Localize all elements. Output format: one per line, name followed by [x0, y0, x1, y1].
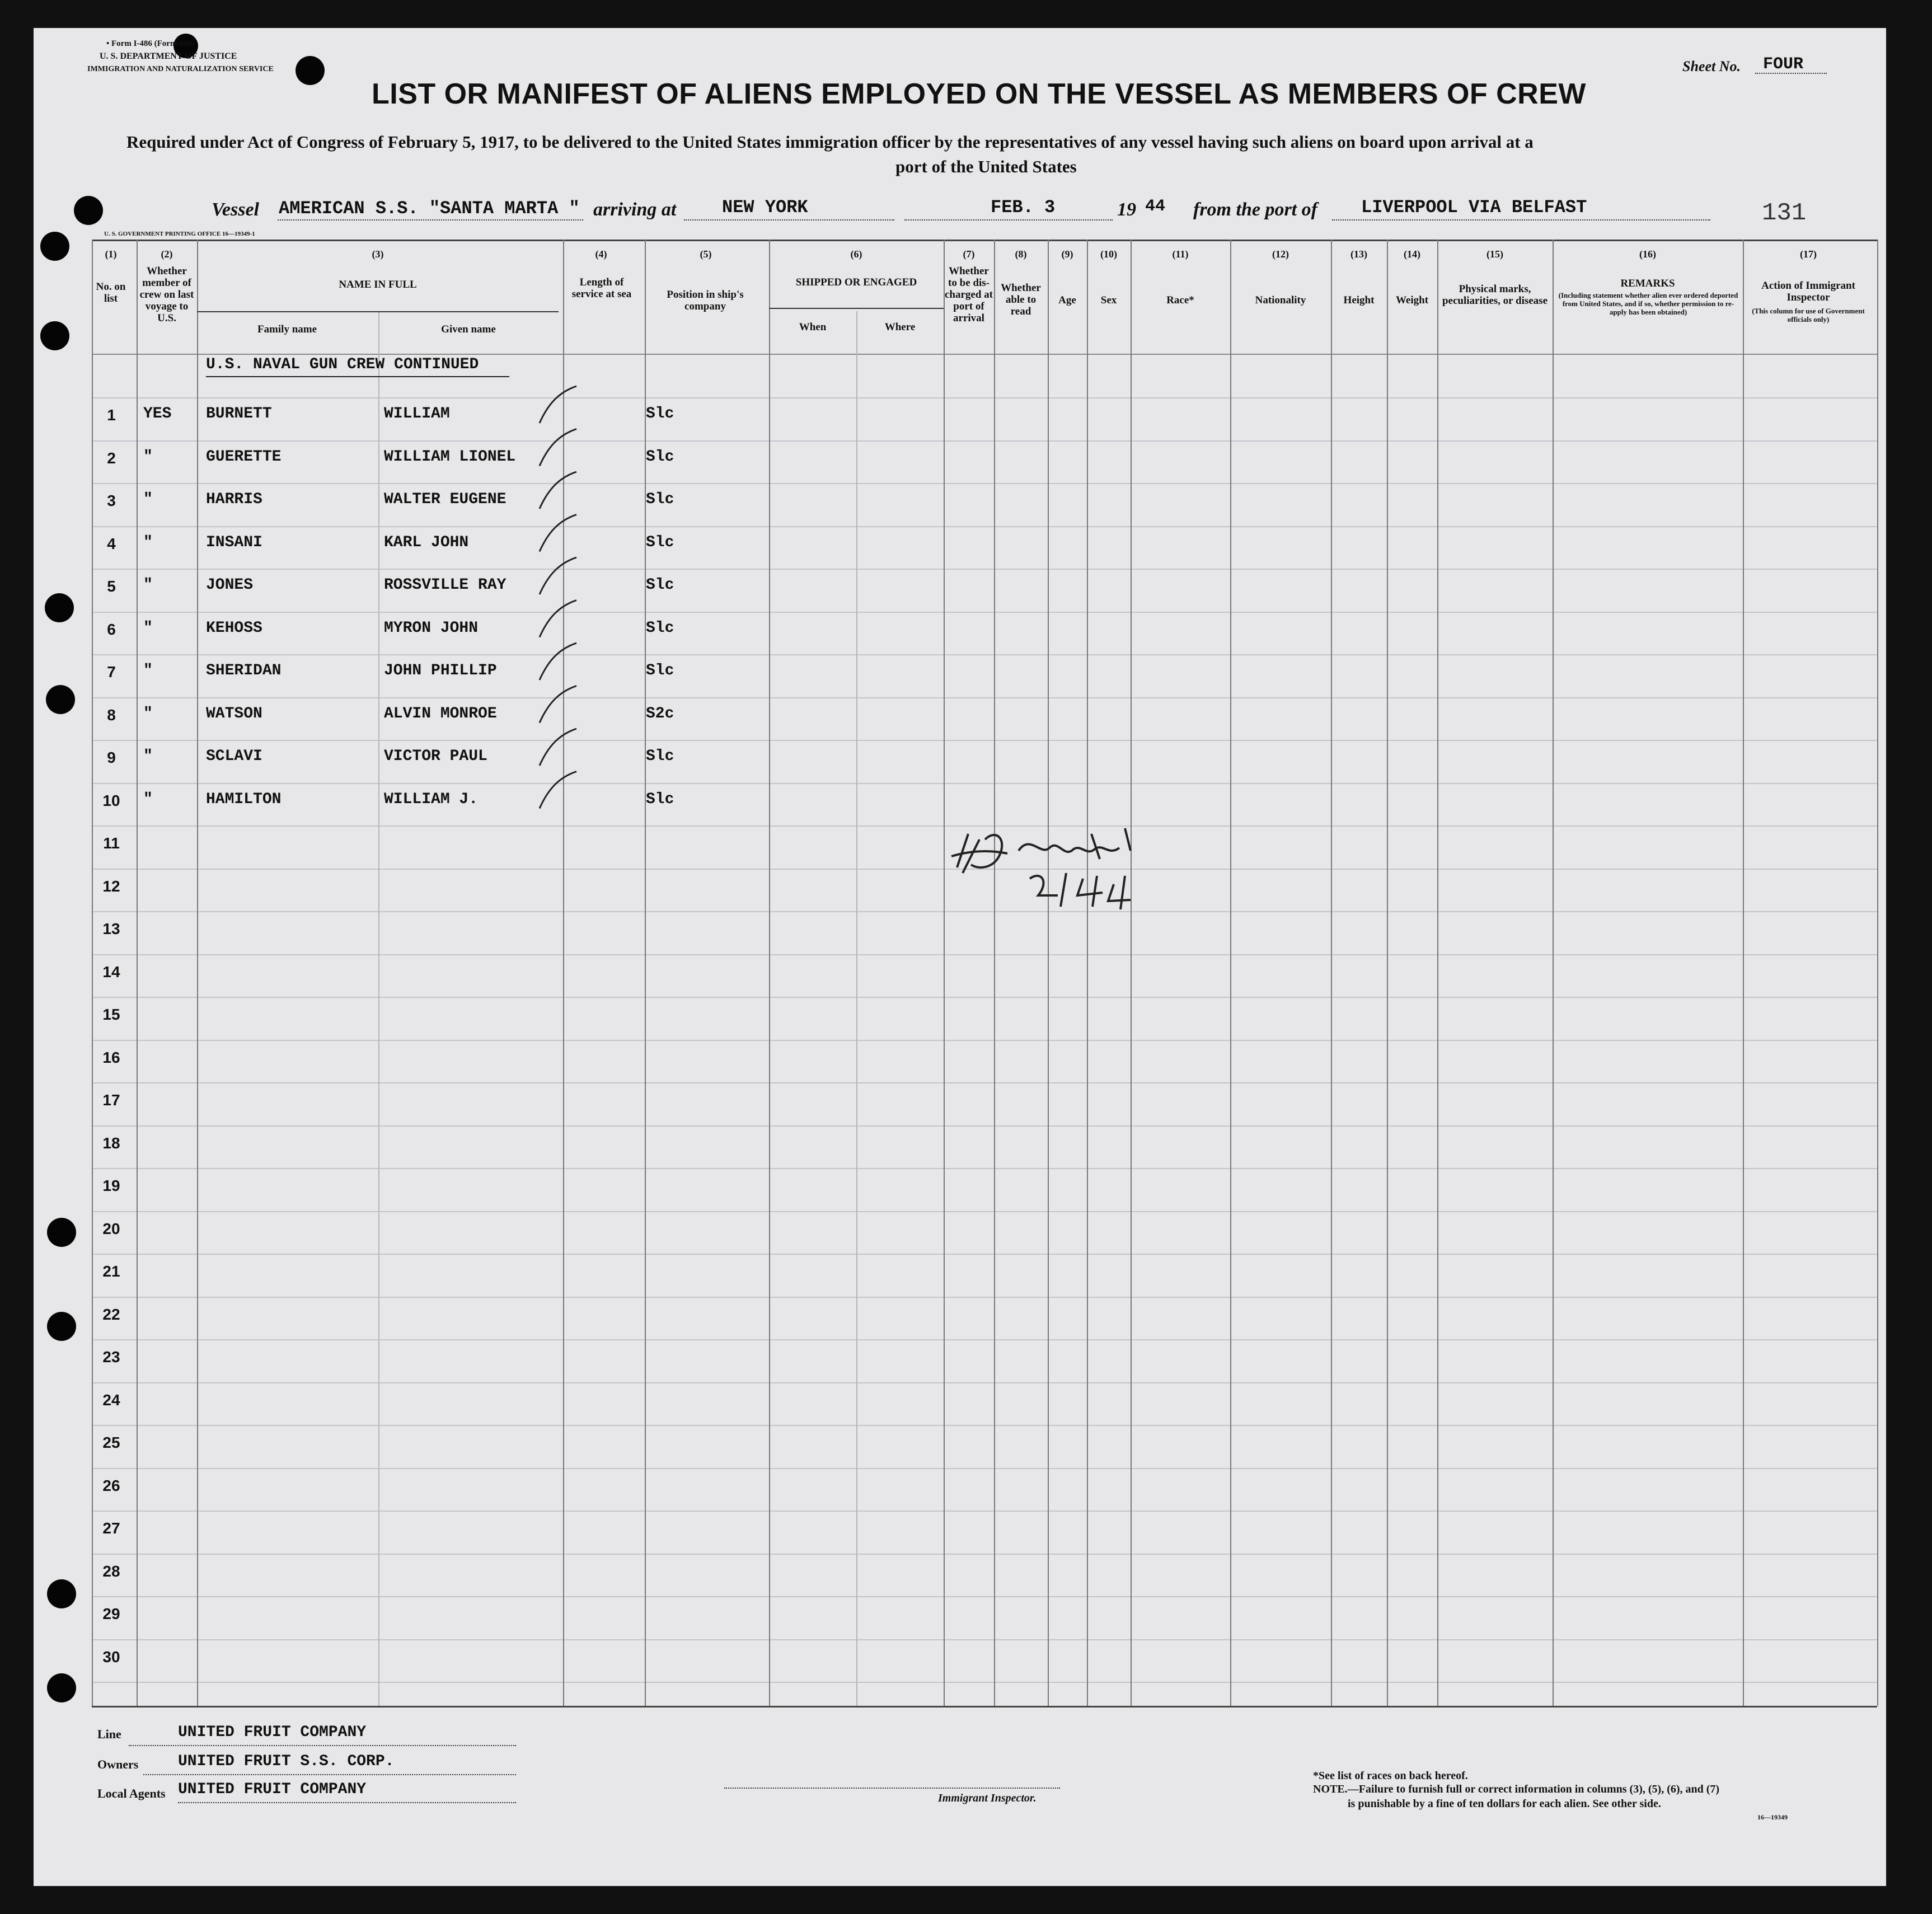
cell-given-name: ROSSVILLE RAY	[384, 576, 507, 594]
row-number: 18	[102, 1134, 120, 1152]
cell-position: Slc	[646, 791, 674, 808]
year-prefix: 19	[1117, 199, 1136, 220]
header-where: Where	[884, 321, 916, 333]
cell-position: Slc	[646, 748, 674, 765]
sheet-number: FOUR	[1763, 55, 1804, 74]
form-title: LIST OR MANIFEST OF ALIENS EMPLOYED ON THE VESSEL AS MEMBERS OF CREW	[372, 78, 1586, 110]
check-mark	[540, 515, 576, 552]
cell-position: Slc	[646, 405, 674, 423]
row-number: 26	[102, 1477, 120, 1494]
cell-last-voyage: "	[143, 576, 153, 594]
arriving-port: NEW YORK	[722, 197, 808, 218]
col-num-11: (11)	[1172, 248, 1189, 260]
cell-family-name: SHERIDAN	[206, 662, 282, 679]
col-num-9: (9)	[1061, 248, 1073, 260]
cell-last-voyage: "	[143, 448, 153, 466]
col-num-10: (10)	[1100, 248, 1117, 260]
cell-given-name: WILLIAM	[384, 405, 450, 423]
row-number: 1	[107, 406, 116, 424]
cell-given-name: ALVIN MONROE	[384, 705, 497, 723]
header-weight: Weight	[1395, 294, 1429, 306]
header-able-to-read: Whether able to read	[1001, 282, 1041, 317]
row-number: 16	[102, 1049, 120, 1066]
printing-office: U. S. GOVERNMENT PRINTING OFFICE 16—19349-1	[104, 231, 255, 237]
stamp-number: 131	[1762, 199, 1807, 227]
cell-position: Slc	[646, 576, 674, 594]
section-heading: U.S. NAVAL GUN CREW CONTINUED	[206, 356, 479, 373]
agents-underline	[178, 1802, 516, 1803]
row-number: 24	[102, 1391, 120, 1409]
row-number: 14	[102, 963, 120, 981]
row-number: 5	[107, 578, 116, 595]
header-no-on-list: No. on list	[96, 281, 126, 304]
col-num-16: (16)	[1639, 248, 1656, 260]
cell-last-voyage: "	[143, 791, 153, 808]
header-given-name: Given name	[441, 323, 496, 335]
cell-last-voyage: "	[143, 662, 153, 679]
note-line-1: Failure to furnish full or correct information in columns (3), (5), (6), and (7)	[1358, 1783, 1720, 1795]
cell-family-name: HARRIS	[206, 491, 262, 508]
col-num-1: (1)	[105, 248, 117, 260]
line-value: UNITED FRUIT COMPANY	[178, 1724, 367, 1741]
check-mark	[540, 429, 576, 466]
row-number: 25	[102, 1434, 120, 1451]
col-num-12: (12)	[1272, 248, 1289, 260]
row-number: 28	[102, 1563, 120, 1580]
row-number: 2	[107, 449, 116, 467]
col-num-14: (14)	[1404, 248, 1420, 260]
cell-position: Slc	[646, 491, 674, 508]
row-number: 23	[102, 1348, 120, 1366]
cell-last-voyage: "	[143, 620, 153, 637]
bottom-code: 16—19349	[1757, 1813, 1788, 1821]
inspector-label: Immigrant Inspector.	[938, 1792, 1037, 1804]
cell-last-voyage: "	[143, 534, 153, 551]
col-num-5: (5)	[700, 248, 712, 260]
department: U. S. DEPARTMENT OF JUSTICE	[100, 51, 237, 61]
cell-given-name: WALTER EUGENE	[384, 491, 507, 508]
header-family-name: Family name	[257, 323, 317, 335]
cell-given-name: WILLIAM J.	[384, 791, 479, 808]
col-num-7: (7)	[963, 248, 975, 260]
cell-position: S2c	[646, 705, 674, 723]
header-name-in-full: NAME IN FULL	[339, 279, 417, 290]
races-note: *See list of races on back hereof.	[1313, 1770, 1468, 1782]
row-number: 13	[102, 920, 120, 937]
row-number: 20	[102, 1220, 120, 1237]
check-mark	[540, 557, 576, 594]
row-number: 19	[102, 1177, 120, 1194]
cell-position: Slc	[646, 662, 674, 679]
col-num-2: (2)	[161, 248, 173, 260]
sheet-label: Sheet No.	[1682, 58, 1741, 74]
check-mark	[540, 729, 576, 766]
cell-family-name: GUERETTE	[206, 448, 282, 466]
row-number: 7	[107, 663, 116, 681]
row-number: 9	[107, 749, 116, 766]
form-subtitle-2: port of the United States	[895, 157, 1077, 176]
row-number: 30	[102, 1648, 120, 1666]
cell-family-name: WATSON	[206, 705, 262, 723]
check-mark	[540, 386, 576, 423]
header-length-of-service: Length of service at sea	[571, 276, 632, 300]
cell-family-name: HAMILTON	[206, 791, 282, 808]
vessel-label: Vessel	[212, 199, 259, 220]
check-mark	[540, 472, 576, 509]
row-number: 12	[102, 878, 120, 895]
form-id: • Form I-486 (Form 630)	[106, 39, 195, 48]
note-prefix: NOTE.—	[1313, 1783, 1359, 1795]
row-number: 10	[102, 792, 120, 809]
col-num-8: (8)	[1015, 248, 1027, 260]
header-inspector-action: Action of Immigrant Inspector	[1761, 280, 1855, 303]
line-label: Line	[97, 1727, 121, 1741]
header-shipped-or-engaged: SHIPPED OR ENGAGED	[795, 276, 917, 288]
cell-last-voyage: "	[143, 491, 153, 508]
cell-position: Slc	[646, 448, 674, 466]
cell-family-name: SCLAVI	[206, 748, 262, 765]
check-mark	[540, 686, 576, 723]
check-mark	[540, 772, 576, 809]
row-number: 21	[102, 1263, 120, 1280]
header-position: Position in ship's company	[667, 289, 744, 312]
cell-given-name: VICTOR PAUL	[384, 748, 487, 765]
row-number: 6	[107, 621, 116, 638]
from-label: from the port of	[1193, 199, 1317, 220]
check-mark	[540, 643, 576, 680]
check-mark	[540, 601, 576, 637]
line-underline	[129, 1745, 516, 1746]
year-suffix: 44	[1145, 197, 1166, 216]
row-number: 17	[102, 1091, 120, 1109]
header-nationality: Nationality	[1255, 294, 1306, 306]
col-num-3: (3)	[372, 248, 384, 260]
agents-value: UNITED FRUIT COMPANY	[178, 1781, 367, 1798]
owners-underline	[143, 1774, 516, 1775]
cell-family-name: KEHOSS	[206, 620, 262, 637]
cell-position: Slc	[646, 534, 674, 551]
header-inspector-note: (This column for use of Government officials only)	[1752, 307, 1865, 323]
from-port: LIVERPOOL VIA BELFAST	[1361, 197, 1587, 218]
row-number: 22	[102, 1306, 120, 1323]
arriving-label: arriving at	[593, 199, 677, 220]
owners-label: Owners	[97, 1757, 139, 1771]
agents-label: Local Agents	[97, 1786, 166, 1800]
cell-given-name: WILLIAM LIONEL	[384, 448, 516, 466]
form-subtitle: Required under Act of Congress of February 5, 1917, to be delivered to the United States immigration officer by the representatives of any vessel having such aliens on board upon arrival at a	[126, 132, 1534, 152]
fine-note-2: is punishable by a fine of ten dollars for each alien. See other side.	[1348, 1798, 1661, 1810]
service: IMMIGRATION AND NATURALIZATION SERVICE	[87, 65, 274, 73]
fine-note	[1313, 1783, 1719, 1796]
header-race: Race*	[1166, 294, 1194, 306]
header-sex: Sex	[1100, 294, 1117, 306]
row-number: 29	[102, 1605, 120, 1622]
header-physical-marks: Physical marks, peculiarities, or disease	[1442, 283, 1548, 307]
row-number: 4	[107, 535, 116, 552]
row-number: 8	[107, 706, 116, 724]
row-number: 3	[107, 492, 116, 509]
row-number: 27	[102, 1519, 120, 1537]
inspector-signature	[946, 817, 1214, 918]
col-num-6: (6)	[850, 248, 862, 260]
vessel-name: AMERICAN S.S. "SANTA MARTA "	[279, 198, 580, 219]
row-number: 11	[103, 834, 120, 852]
cell-last-voyage: YES	[143, 405, 172, 423]
owners-value: UNITED FRUIT S.S. CORP.	[178, 1753, 395, 1770]
header-last-voyage: Whether member of crew on last voyage to U.S.	[139, 265, 194, 324]
cell-last-voyage: "	[143, 705, 153, 723]
col-num-17: (17)	[1800, 248, 1817, 260]
cell-family-name: JONES	[206, 576, 254, 594]
inspector-signature-line	[724, 1788, 1060, 1789]
cell-position: Slc	[646, 620, 674, 637]
cell-last-voyage: "	[143, 748, 153, 765]
header-discharged: Whether to be dis-charged at port of arrival	[945, 265, 993, 324]
header-when: When	[799, 321, 827, 333]
cell-family-name: BURNETT	[206, 405, 272, 423]
row-number: 15	[102, 1006, 120, 1023]
cell-given-name: KARL JOHN	[384, 534, 469, 551]
header-remarks-note: (Including statement whether alien ever ordered deported from United States, and if so, whether permission to re-apply has been obtained)	[1558, 291, 1738, 316]
header-age: Age	[1058, 294, 1076, 306]
col-num-15: (15)	[1486, 248, 1503, 260]
cell-given-name: JOHN PHILLIP	[384, 662, 497, 679]
header-remarks: REMARKS	[1620, 278, 1675, 289]
col-num-4: (4)	[595, 248, 607, 260]
arrival-date: FEB. 3	[991, 197, 1056, 218]
cell-family-name: INSANI	[206, 534, 262, 551]
cell-given-name: MYRON JOHN	[384, 620, 479, 637]
col-num-13: (13)	[1350, 248, 1367, 260]
header-height: Height	[1343, 294, 1375, 306]
